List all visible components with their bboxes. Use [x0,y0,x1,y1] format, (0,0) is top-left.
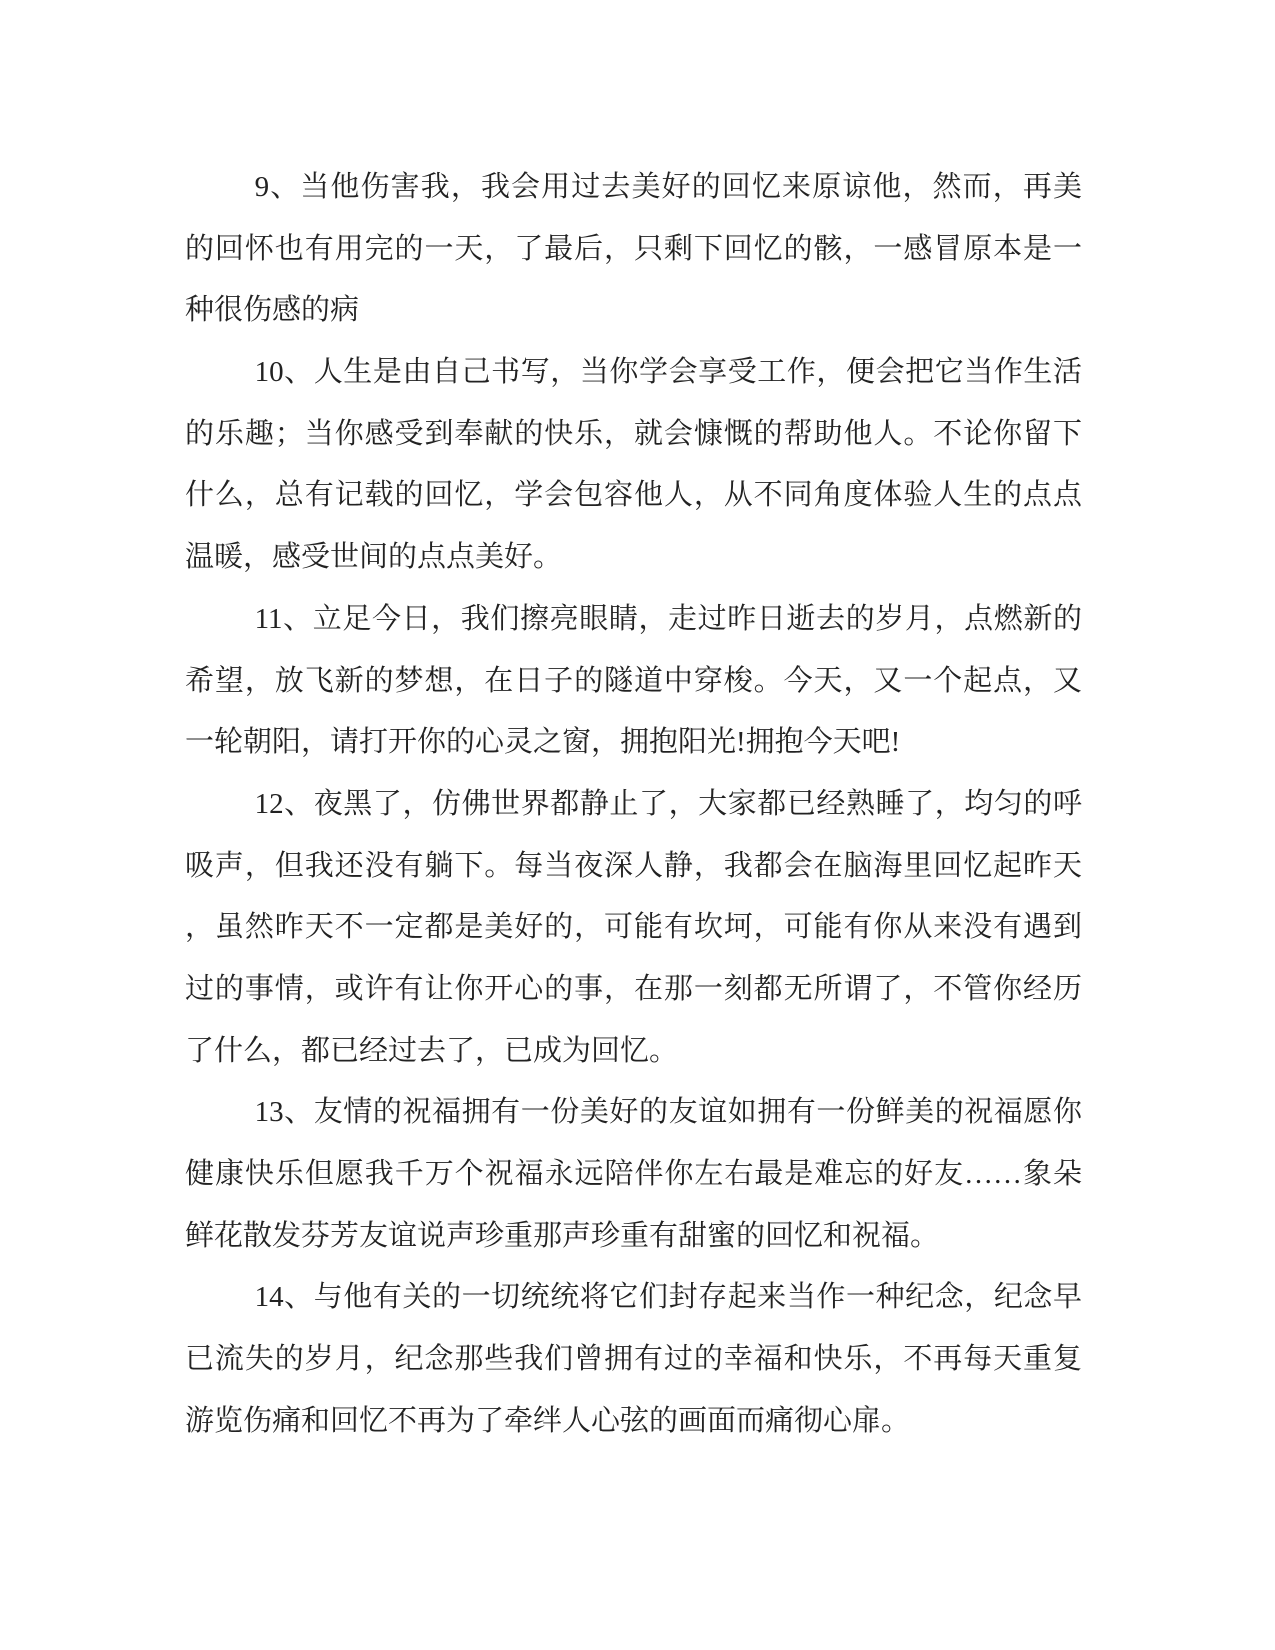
document-body [185,157,1082,1452]
paragraph-13 [185,1082,1082,1267]
text-line: 10、人生是由自己书写，当你学会享受工作，便会把它当作生活 [254,356,1082,389]
text-line: 的乐趣；当你感受到奉献的快乐，就会慷慨的帮助他人。不论你留下 [185,417,1082,450]
text-line: ，虽然昨天不一定都是美好的，可能有坎坷，可能有你从来没有遇到 [185,911,1082,944]
text-line: 健康快乐但愿我千万个祝福永远陪伴你左右最是难忘的好友……象朵 [185,1158,1082,1190]
text-line: 温暖，感受世间的点点美好。 [185,541,563,574]
text-line: 了什么，都已经过去了，已成为回忆。 [185,1034,679,1067]
text-line: 的回怀也有用完的一天，了最后，只剩下回忆的骸，一感冒原本是一 [185,232,1082,265]
text-line: 12、夜黑了，仿佛世界都静止了，大家都已经熟睡了，均匀的呼 [254,787,1082,820]
text-line: 游览伤痛和回忆不再为了牵绊人心弦的画面而痛彻心扉。 [185,1404,911,1437]
text-line: 已流失的岁月，纪念那些我们曾拥有过的幸福和快乐，不再每天重复 [185,1343,1082,1376]
text-line: 吸声，但我还没有躺下。每当夜深人静，我都会在脑海里回忆起昨天 [185,849,1082,882]
text-line: 过的事情，或许有让你开心的事，在那一刻都无所谓了，不管你经历 [185,972,1082,1005]
text-line: 种很伤感的病 [185,294,360,327]
paragraph-14 [185,1267,1082,1452]
text-line: 13、友情的祝福拥有一份美好的友谊如拥有一份鲜美的祝福愿你 [254,1096,1082,1129]
text-line: 什么，总有记载的回忆，学会包容他人，从不同角度体验人生的点点 [185,479,1082,512]
paragraph-10 [185,342,1082,589]
text-line: 14、与他有关的一切统统将它们封存起来当作一种纪念，纪念早 [254,1281,1082,1314]
paragraph-11 [185,589,1082,774]
paragraph-9 [185,157,1082,342]
paragraph-12 [185,774,1082,1082]
text-line: 11、立足今日，我们擦亮眼睛，走过昨日逝去的岁月，点燃新的 [254,602,1082,635]
text-line: 9、当他伤害我，我会用过去美好的回忆来原谅他，然而，再美 [254,171,1082,203]
text-line: 希望，放飞新的梦想，在日子的隧道中穿梭。今天，又一个起点，又 [185,664,1082,697]
text-line: 一轮朝阳，请打开你的心灵之窗，拥抱阳光!拥抱今天吧! [185,726,901,759]
text-line: 鲜花散发芬芳友谊说声珍重那声珍重有甜蜜的回忆和祝福。 [185,1219,940,1252]
